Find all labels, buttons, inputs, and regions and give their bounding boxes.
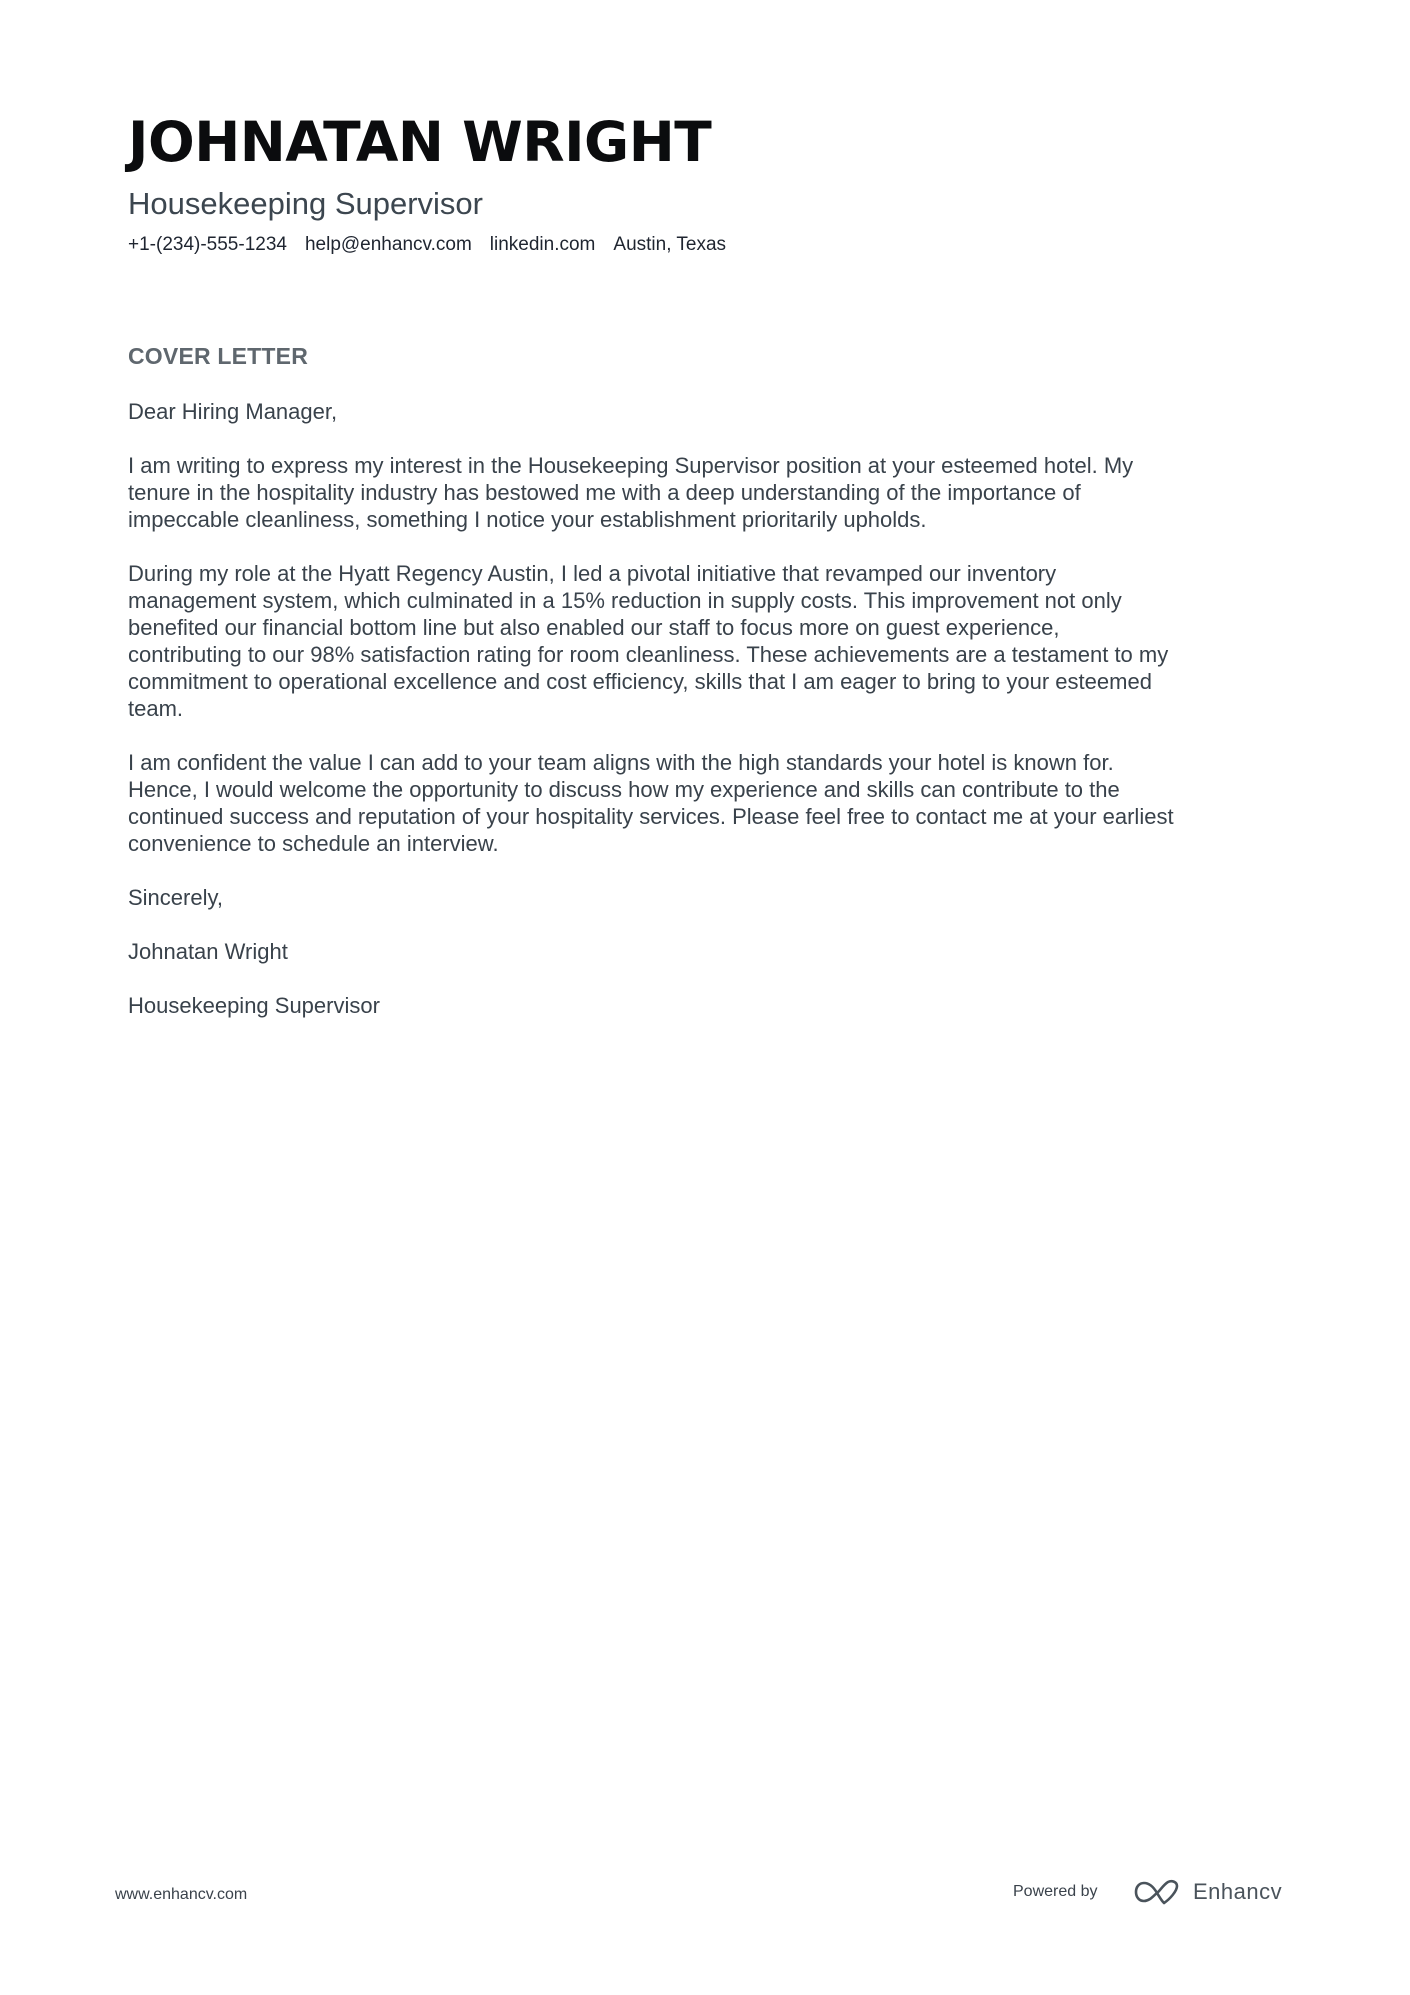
greeting: Dear Hiring Manager,	[128, 399, 338, 424]
enhancv-logo-icon	[1133, 1878, 1181, 1906]
applicant-name: JOHNATAN WRIGHT	[128, 110, 712, 174]
signature-title: Housekeeping Supervisor	[128, 993, 380, 1018]
text-line: management system, which culminated in a 15% reduction in supply costs. This improvement not only	[128, 588, 1122, 613]
text-line: I am confident the value I can add to your team aligns with the high standards your hotel is known for.	[128, 750, 1114, 775]
text-line: Hence, I would welcome the opportunity to discuss how my experience and skills can contribute to the	[128, 777, 1120, 802]
brand-logo[interactable]	[1133, 1878, 1282, 1906]
text-line: team.	[128, 696, 184, 721]
text-line: convenience to schedule an interview.	[128, 831, 499, 856]
contact-linkedin[interactable]: linkedin.com	[489, 234, 596, 255]
contact-location: Austin, Texas	[613, 234, 727, 255]
powered-by-label: Powered by	[1013, 1883, 1098, 1900]
section-label: COVER LETTER	[128, 343, 309, 369]
text-line: impeccable cleanliness, something I notice your establishment prioritarily upholds.	[128, 507, 927, 532]
signature-name: Johnatan Wright	[128, 939, 288, 964]
text-line: During my role at the Hyatt Regency Austin, I led a pivotal initiative that revamped our inventory	[128, 561, 1057, 586]
closing: Sincerely,	[128, 885, 223, 910]
text-line: benefited our financial bottom line but also enabled our staff to focus more on guest experience,	[128, 615, 1060, 640]
text-line: continued success and reputation of your hospitality services. Please feel free to contact me at your earliest	[128, 804, 1174, 829]
applicant-title: Housekeeping Supervisor	[128, 186, 483, 221]
text-line: tenure in the hospitality industry has bestowed me with a deep understanding of the importance of	[128, 480, 1081, 505]
contact-email[interactable]: help@enhancv.com	[304, 234, 472, 255]
paragraph-3	[128, 749, 1288, 857]
text-line: I am writing to express my interest in the Housekeeping Supervisor position at your esteemed hotel. My	[128, 453, 1134, 478]
brand-name: Enhancv	[1193, 1879, 1283, 1904]
text-line: contributing to our 98% satisfaction rating for room cleanliness. These achievements are a testament to my	[128, 642, 1169, 667]
letter-body	[128, 398, 1288, 1046]
paragraph-1	[128, 452, 1288, 533]
header	[128, 112, 744, 256]
paragraph-2	[128, 560, 1288, 722]
text-line: commitment to operational excellence and cost efficiency, skills that I am eager to bring to your esteemed	[128, 669, 1152, 694]
footer-url-link[interactable]: www.enhancv.com	[115, 1886, 248, 1903]
contact-phone[interactable]: +1-(234)-555-1234	[128, 234, 287, 255]
contact-line	[128, 234, 744, 256]
